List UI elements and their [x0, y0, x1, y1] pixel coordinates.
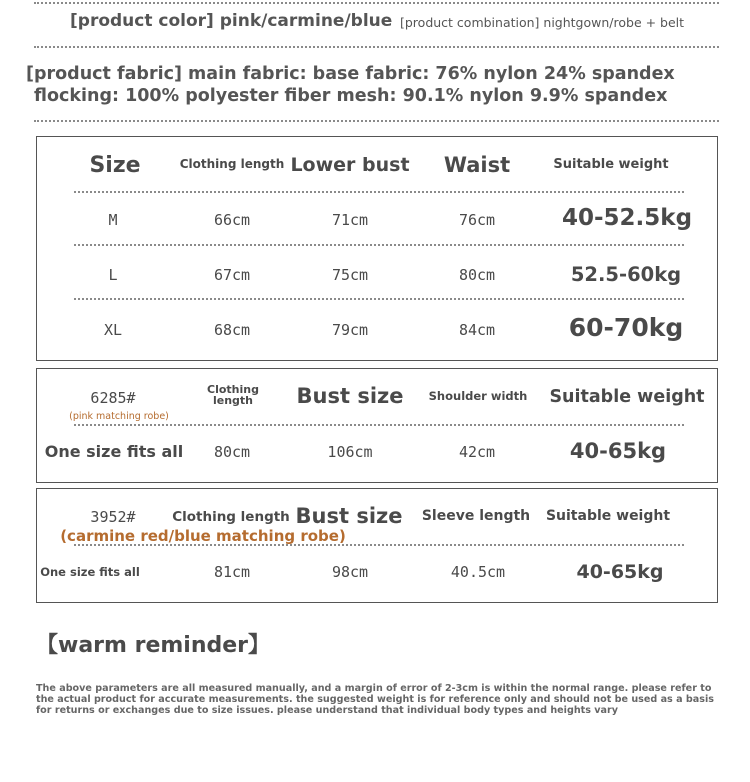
- waist-cell: 76cm: [458, 211, 496, 229]
- header-bust-size: Bust size: [296, 384, 404, 408]
- product-fabric-line-1: [product fabric] main fabric: base fabric: 76% nylon 24% spandex: [26, 64, 675, 84]
- product-fabric-line-2: flocking: 100% polyester fiber mesh: 90.1% nylon 9.9% spandex: [34, 86, 668, 106]
- header-clothing-length: [198, 384, 268, 406]
- product-combination-line: [product combination] nightgown/robe + belt: [400, 15, 685, 30]
- row-divider: [74, 298, 684, 300]
- clothing-length-cell: 80cm: [213, 443, 251, 461]
- weight-cell: 40-65kg: [576, 561, 664, 583]
- header-clothing-length: Clothing length: [172, 509, 290, 525]
- row-divider: [74, 424, 684, 426]
- product-code: 3952#: [90, 508, 136, 526]
- product-code: 6285#: [90, 389, 136, 407]
- clothing-length-cell: 67cm: [213, 266, 251, 284]
- divider-2: [34, 120, 719, 122]
- header-clothing-length-label: Clothing length: [207, 383, 259, 407]
- waist-cell: 80cm: [458, 266, 496, 284]
- size-cell: One size fits all: [44, 442, 184, 461]
- header-lower-bust: Lower bust: [290, 154, 410, 176]
- lower-bust-cell: 79cm: [331, 321, 369, 339]
- clothing-length-cell: 68cm: [213, 321, 251, 339]
- bust-size-cell: 106cm: [327, 443, 373, 461]
- weight-cell: 40-52.5kg: [561, 205, 693, 231]
- size-cell: L: [108, 266, 118, 284]
- row-divider: [74, 244, 684, 246]
- size-cell: XL: [103, 321, 123, 339]
- waist-cell: 84cm: [458, 321, 496, 339]
- header-bust-size: Bust size: [295, 504, 403, 528]
- size-cell: M: [108, 211, 118, 229]
- robe-note: (carmine red/blue matching robe): [60, 527, 346, 545]
- header-suitable-weight: Suitable weight: [553, 157, 669, 172]
- divider-1: [34, 46, 719, 48]
- header-suitable-weight: Suitable weight: [549, 387, 705, 407]
- clothing-length-cell: 81cm: [213, 563, 251, 581]
- bust-size-cell: 98cm: [331, 563, 369, 581]
- weight-cell: 52.5-60kg: [570, 263, 682, 286]
- header-waist: Waist: [443, 153, 511, 177]
- header-suitable-weight: Suitable weight: [545, 508, 671, 524]
- robe-note: (pink matching robe): [69, 411, 169, 422]
- product-color-line: [product color] pink/carmine/blue: [70, 11, 393, 31]
- row-divider: [74, 191, 684, 193]
- lower-bust-cell: 71cm: [331, 211, 369, 229]
- shoulder-width-cell: 42cm: [458, 443, 496, 461]
- weight-cell: 60-70kg: [568, 313, 684, 342]
- clothing-length-cell: 66cm: [213, 211, 251, 229]
- header-sleeve-length: Sleeve length: [421, 508, 531, 524]
- header-size: Size: [89, 153, 141, 178]
- row-divider: [74, 544, 684, 546]
- lower-bust-cell: 75cm: [331, 266, 369, 284]
- reminder-title: 【warm reminder】: [36, 633, 271, 658]
- size-cell: One size fits all: [40, 565, 140, 579]
- header-clothing-length: Clothing length: [179, 157, 285, 171]
- weight-cell: 40-65kg: [569, 439, 667, 463]
- header-shoulder-width: Shoulder width: [428, 389, 528, 403]
- sleeve-length-cell: 40.5cm: [450, 563, 506, 581]
- reminder-body: The above parameters are all measured manually, and a margin of error of 2-3cm is within the normal range. please refer to the actual product for accurate measurements. the suggested weight is for reference only and should not be used as a basis for returns or exchanges due to size issues. please understand that individual body types and heights vary: [36, 683, 714, 716]
- divider-top: [34, 2, 719, 4]
